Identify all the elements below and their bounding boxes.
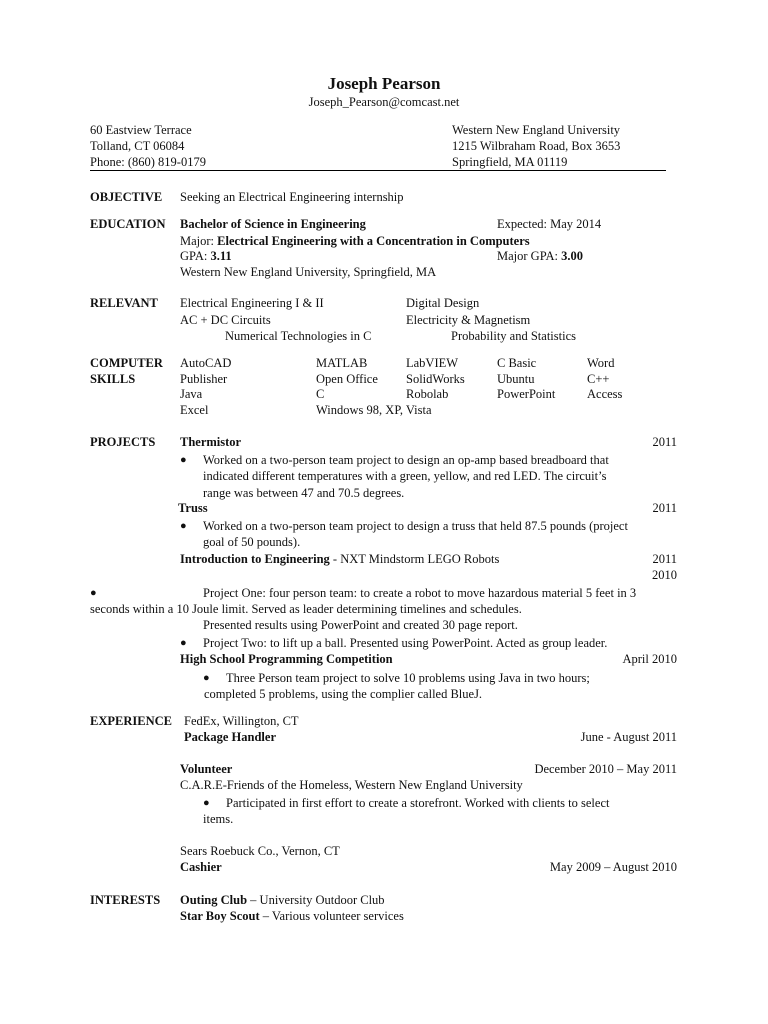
course-item: Electrical Engineering I & II: [180, 296, 324, 310]
major-gpa-value: 3.00: [561, 249, 584, 263]
major-line: [180, 233, 530, 249]
project-description: goal of 50 pounds).: [203, 535, 301, 549]
home-address-line-2: Tolland, CT 06084: [90, 139, 185, 153]
project-year: 2011: [652, 501, 677, 515]
job-title: Volunteer: [180, 762, 233, 776]
interest-desc: – Various volunteer services: [259, 909, 404, 923]
job-description: Participated in first effort to create a storefront. Worked with clients to select: [226, 796, 610, 810]
skill-item: MATLAB: [316, 356, 368, 370]
bullet-icon: ●: [180, 637, 187, 649]
gpa-label: GPA:: [180, 249, 208, 263]
bullet-icon: ●: [203, 672, 210, 684]
bullet-icon: ●: [180, 520, 187, 532]
job-dates: May 2009 – August 2010: [549, 860, 677, 874]
intro-subtitle: - NXT Mindstorm LEGO Robots: [329, 552, 500, 566]
education-heading: EDUCATION: [90, 217, 166, 231]
skill-item: Windows 98, XP, Vista: [316, 403, 432, 417]
skill-item: LabVIEW: [406, 356, 459, 370]
course-item: Probability and Statistics: [451, 329, 576, 343]
computer-skills-heading-2: SKILLS: [90, 372, 136, 386]
phone-number: Phone: (860) 819-0179: [90, 155, 206, 169]
interest-item: [180, 908, 404, 924]
project-description: completed 5 problems, using the complier called BlueJ.: [204, 687, 483, 701]
course-item: Digital Design: [406, 296, 480, 310]
project-year: 2011: [652, 552, 677, 566]
objective-text: Seeking an Electrical Engineering internship: [180, 190, 404, 204]
home-address-line-1: 60 Eastview Terrace: [90, 123, 192, 137]
project-title-hs: High School Programming Competition: [180, 652, 393, 666]
skill-item: C: [316, 387, 325, 401]
header-divider: [90, 170, 666, 171]
project-title-truss: Truss: [178, 501, 208, 515]
project-title-thermistor: Thermistor: [180, 435, 242, 449]
course-item: Numerical Technologies in C: [225, 329, 372, 343]
employer: C.A.R.E-Friends of the Homeless, Western New England University: [180, 778, 523, 792]
school-address-line-1: Western New England University: [452, 123, 621, 137]
resume-name: Joseph Pearson: [327, 74, 441, 93]
projects-heading: PROJECTS: [90, 435, 156, 449]
course-item: Electricity & Magnetism: [406, 313, 531, 327]
email-address: Joseph_Pearson@comcast.net: [308, 95, 460, 109]
project-description: Three Person team project to solve 10 problems using Java in two hours;: [226, 671, 590, 685]
interest-desc: – University Outdoor Club: [247, 893, 385, 907]
school-name: Western New England University, Springfield, MA: [180, 265, 437, 279]
skill-item: Robolab: [406, 387, 449, 401]
gpa-value: 3.11: [210, 249, 232, 263]
skill-item: SolidWorks: [406, 372, 465, 386]
interest-name: Star Boy Scout: [180, 909, 260, 923]
project-description: Project Two: to lift up a ball. Presented using PowerPoint. Acted as group leader.: [203, 636, 608, 650]
relevant-heading: RELEVANT: [90, 296, 158, 310]
project-description: indicated different temperatures with a green, yellow, and red LED. The circuit’s: [203, 469, 607, 483]
job-dates: December 2010 – May 2011: [534, 762, 677, 776]
degree: Bachelor of Science in Engineering: [180, 217, 366, 231]
bullet-icon: ●: [180, 454, 187, 466]
computer-skills-heading: COMPUTER: [90, 356, 163, 370]
employer: Sears Roebuck Co., Vernon, CT: [180, 844, 340, 858]
interest-item: [180, 892, 385, 908]
skill-item: Access: [587, 387, 623, 401]
project-year: 2010: [652, 568, 677, 582]
bullet-icon: ●: [203, 797, 210, 809]
project-description: seconds within a 10 Joule limit. Served as leader determining timelines and schedules.: [90, 602, 522, 616]
skill-item: C++: [587, 372, 610, 386]
skill-item: Java: [180, 387, 203, 401]
skill-item: C Basic: [497, 356, 537, 370]
project-description: Presented results using PowerPoint and created 30 page report.: [203, 618, 518, 632]
job-dates: June - August 2011: [580, 730, 677, 744]
major-gpa-label: Major GPA:: [497, 249, 559, 263]
project-description: Worked on a two-person team project to design an op-amp based breadboard that: [203, 453, 609, 467]
skill-item: Excel: [180, 403, 209, 417]
skill-item: AutoCAD: [180, 356, 232, 370]
experience-heading: EXPERIENCE: [90, 714, 172, 728]
skill-item: PowerPoint: [497, 387, 556, 401]
interests-heading: INTERESTS: [90, 893, 161, 907]
expected-graduation: Expected: May 2014: [497, 217, 602, 231]
major-gpa-line: [497, 248, 583, 264]
project-description: Project One: four person team: to create a robot to move hazardous material 5 feet in 3: [203, 586, 637, 600]
project-year: 2011: [652, 435, 677, 449]
intro-title: Introduction to Engineering: [180, 552, 330, 566]
skill-item: Ubuntu: [497, 372, 535, 386]
job-title: Package Handler: [184, 730, 277, 744]
project-title-intro: [180, 551, 499, 567]
job-title: Cashier: [180, 860, 222, 874]
school-address-line-2: 1215 Wilbraham Road, Box 3653: [452, 139, 621, 153]
skill-item: Word: [587, 356, 615, 370]
course-item: AC + DC Circuits: [180, 313, 271, 327]
school-address-line-3: Springfield, MA 01119: [452, 155, 568, 169]
major-value: Electrical Engineering with a Concentration in Computers: [217, 234, 530, 248]
gpa-line: [180, 248, 232, 264]
project-description: range was between 47 and 70.5 degrees.: [203, 486, 405, 500]
interest-name: Outing Club: [180, 893, 248, 907]
employer: FedEx, Willington, CT: [184, 714, 299, 728]
project-description: Worked on a two-person team project to design a truss that held 87.5 pounds (project: [203, 519, 628, 533]
skill-item: Publisher: [180, 372, 228, 386]
job-description: items.: [203, 812, 234, 826]
major-label: Major:: [180, 234, 215, 248]
objective-heading: OBJECTIVE: [90, 190, 163, 204]
bullet-icon: ●: [90, 587, 97, 599]
project-date: April 2010: [622, 652, 677, 666]
skill-item: Open Office: [316, 372, 378, 386]
